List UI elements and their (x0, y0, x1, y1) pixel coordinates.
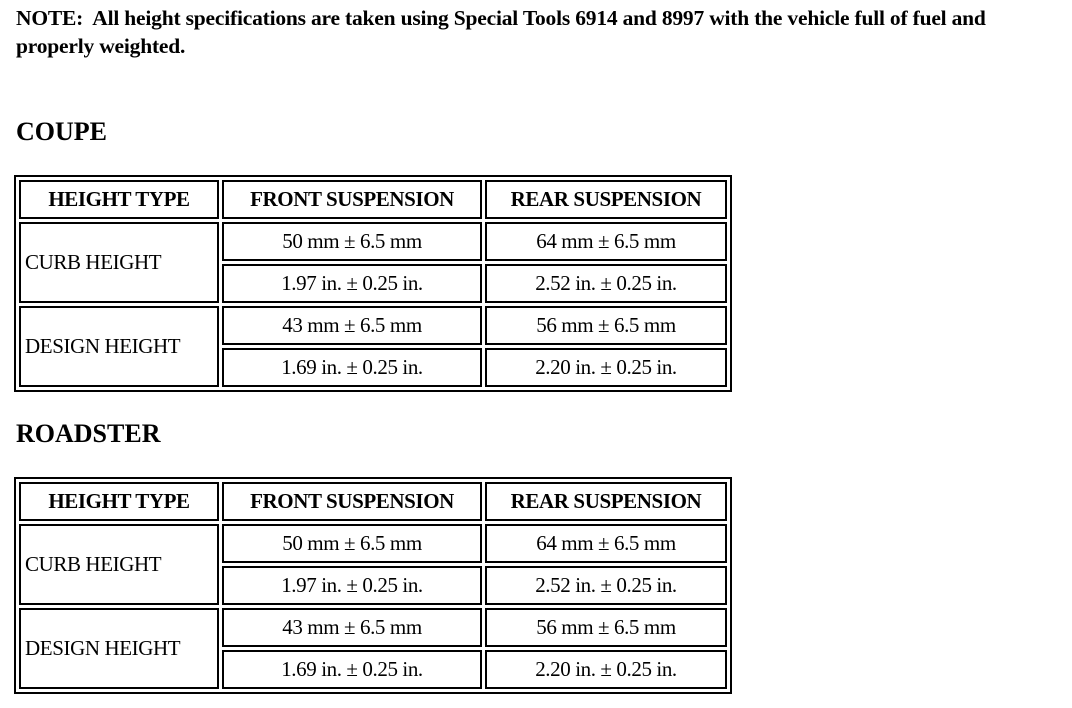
rear-value-in: 2.20 in. ± 0.25 in. (485, 650, 727, 689)
height-type-cell: CURB HEIGHT (19, 222, 219, 303)
header-front-suspension: FRONT SUSPENSION (222, 482, 482, 521)
rear-value-mm: 64 mm ± 6.5 mm (485, 524, 727, 563)
header-height-type: HEIGHT TYPE (19, 482, 219, 521)
table-row (19, 306, 727, 345)
rear-value-mm: 64 mm ± 6.5 mm (485, 222, 727, 261)
table-row (19, 222, 727, 261)
front-value-mm: 43 mm ± 6.5 mm (222, 608, 482, 647)
table-row (19, 608, 727, 647)
front-value-mm: 50 mm ± 6.5 mm (222, 524, 482, 563)
header-front-suspension: FRONT SUSPENSION (222, 180, 482, 219)
front-value-mm: 43 mm ± 6.5 mm (222, 306, 482, 345)
rear-value-in: 2.52 in. ± 0.25 in. (485, 264, 727, 303)
front-value-in: 1.97 in. ± 0.25 in. (222, 566, 482, 605)
rear-value-mm: 56 mm ± 6.5 mm (485, 608, 727, 647)
front-value-in: 1.69 in. ± 0.25 in. (222, 650, 482, 689)
header-rear-suspension: REAR SUSPENSION (485, 180, 727, 219)
header-height-type: HEIGHT TYPE (19, 180, 219, 219)
roadster-title: ROADSTER (16, 419, 161, 448)
table-row (19, 524, 727, 563)
coupe-spec-table (14, 175, 732, 392)
coupe-title: COUPE (16, 117, 107, 146)
front-value-in: 1.97 in. ± 0.25 in. (222, 264, 482, 303)
note-text: NOTE: All height specifications are taken using Special Tools 6914 and 8997 with the vehicle full of fuel and properly weighted. (16, 6, 991, 58)
header-rear-suspension: REAR SUSPENSION (485, 482, 727, 521)
table-header-row (19, 482, 727, 521)
table-header-row (19, 180, 727, 219)
rear-value-in: 2.52 in. ± 0.25 in. (485, 566, 727, 605)
height-type-cell: CURB HEIGHT (19, 524, 219, 605)
height-type-cell: DESIGN HEIGHT (19, 608, 219, 689)
rear-value-in: 2.20 in. ± 0.25 in. (485, 348, 727, 387)
roadster-spec-table (14, 477, 732, 694)
front-value-mm: 50 mm ± 6.5 mm (222, 222, 482, 261)
front-value-in: 1.69 in. ± 0.25 in. (222, 348, 482, 387)
height-type-cell: DESIGN HEIGHT (19, 306, 219, 387)
rear-value-mm: 56 mm ± 6.5 mm (485, 306, 727, 345)
